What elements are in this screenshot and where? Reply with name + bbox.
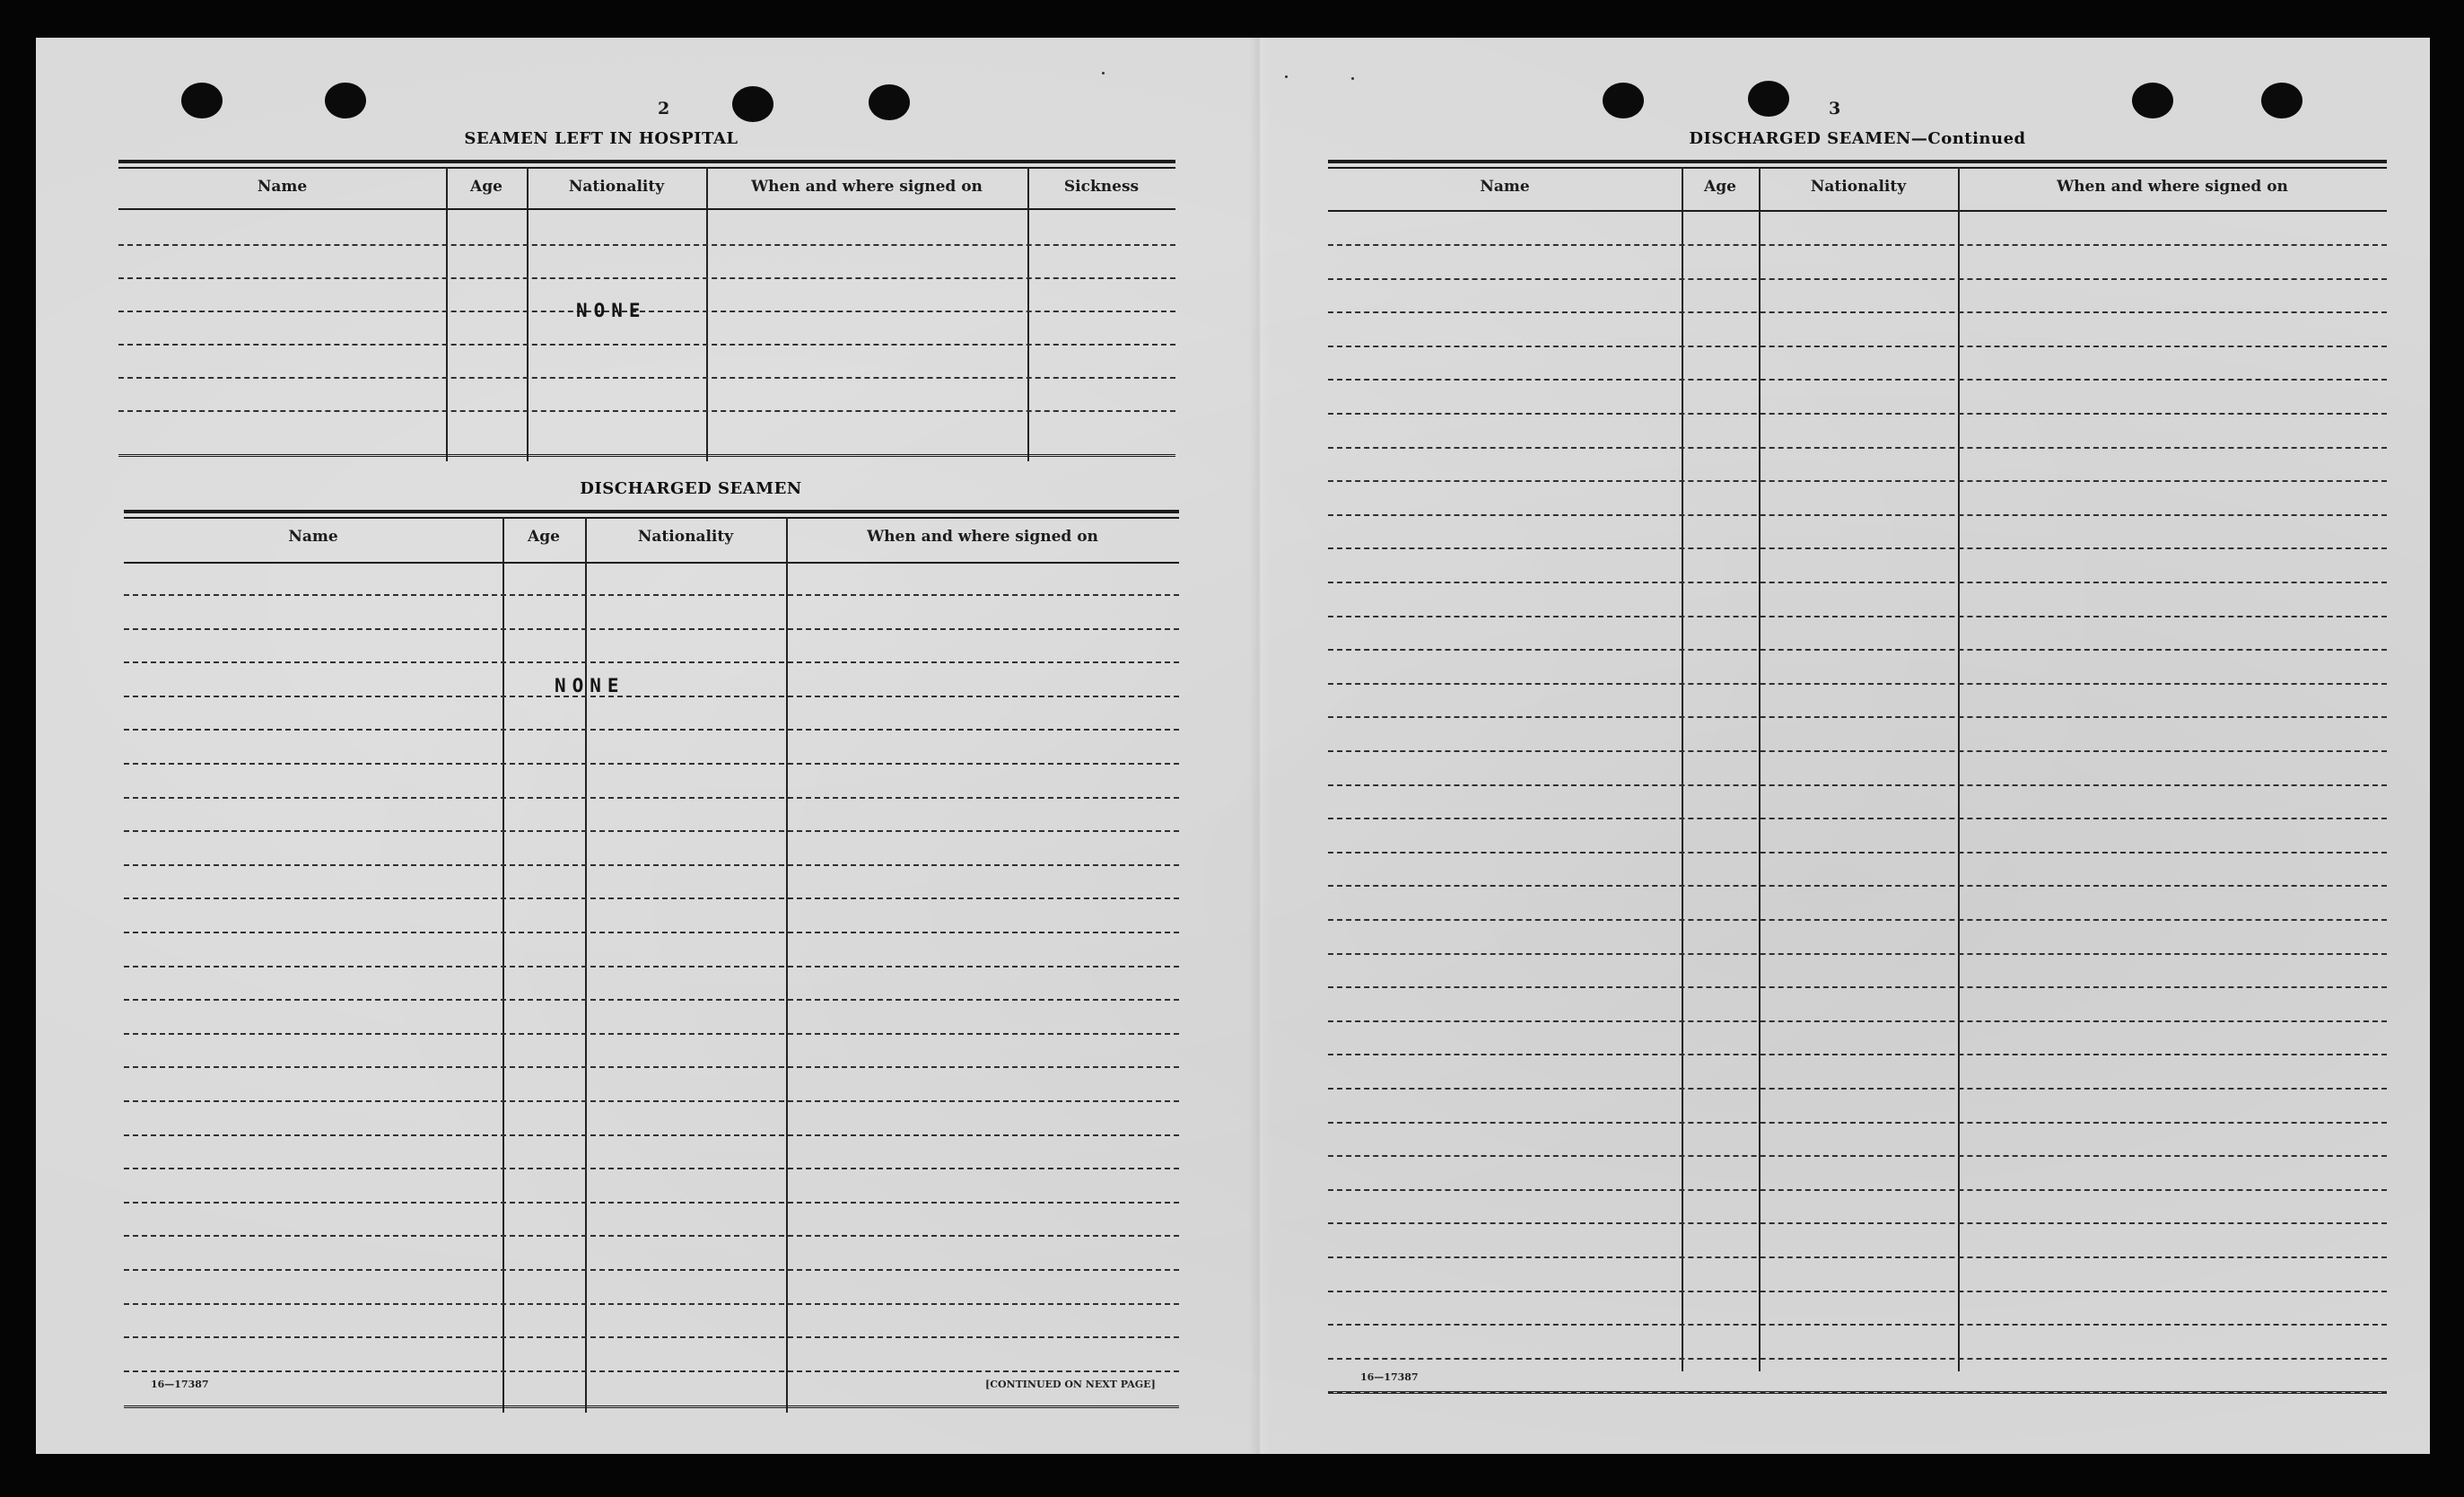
row-line xyxy=(124,897,1179,899)
paper-speck xyxy=(1285,75,1288,78)
row-line xyxy=(1328,278,2387,280)
row-line xyxy=(124,830,1179,832)
column-divider xyxy=(1027,167,1029,461)
row-line xyxy=(1328,616,2387,617)
row-line xyxy=(1328,885,2387,887)
discharged-section-title: DISCHARGED SEAMEN xyxy=(580,479,802,498)
page-number: 3 xyxy=(1829,99,1841,118)
row-line xyxy=(1328,1155,2387,1157)
col-header-signed-on: When and where signed on xyxy=(751,178,983,196)
col-header-nationality: Nationality xyxy=(637,528,734,546)
row-line xyxy=(1328,750,2387,752)
table-top-rule xyxy=(124,510,1179,513)
row-line xyxy=(124,1033,1179,1035)
table-top-rule xyxy=(118,167,1175,169)
row-line xyxy=(1328,1324,2387,1326)
table-bottom-rule xyxy=(118,454,1175,457)
row-line xyxy=(1328,447,2387,449)
form-number: 16—17387 xyxy=(1360,1371,1419,1383)
row-line xyxy=(1328,649,2387,651)
col-header-nationality: Nationality xyxy=(568,178,665,196)
punch-hole xyxy=(2261,83,2302,118)
col-header-name: Name xyxy=(288,528,338,546)
discharged-continued-title: DISCHARGED SEAMEN—Continued xyxy=(1689,129,2026,148)
col-header-nationality: Nationality xyxy=(1810,178,1907,196)
punch-hole xyxy=(1748,81,1789,117)
row-line xyxy=(124,1336,1179,1338)
row-line xyxy=(1328,784,2387,786)
row-line xyxy=(124,594,1179,596)
punch-hole xyxy=(1603,83,1644,118)
row-line xyxy=(1328,1222,2387,1224)
row-line xyxy=(118,377,1175,379)
row-line xyxy=(1328,1291,2387,1292)
row-line xyxy=(1328,547,2387,549)
hospital-section-title: SEAMEN LEFT IN HOSPITAL xyxy=(464,129,738,148)
row-line xyxy=(124,763,1179,765)
row-line xyxy=(1328,582,2387,583)
row-line xyxy=(1328,1256,2387,1258)
row-line xyxy=(1328,953,2387,955)
paper-speck xyxy=(1102,72,1105,74)
row-line xyxy=(124,864,1179,866)
col-header-age: Age xyxy=(528,528,560,546)
page-number: 2 xyxy=(658,99,670,118)
punch-hole xyxy=(325,83,366,118)
row-line xyxy=(1328,1054,2387,1055)
header-rule xyxy=(1328,210,2387,212)
column-divider xyxy=(446,167,448,461)
row-line xyxy=(124,661,1179,663)
row-line xyxy=(1328,1020,2387,1022)
table-bottom-rule xyxy=(124,1405,1179,1408)
row-line xyxy=(1328,379,2387,381)
row-line xyxy=(124,797,1179,799)
column-divider xyxy=(706,167,708,461)
discharged-continued-table xyxy=(1328,160,2387,1395)
row-line xyxy=(124,1202,1179,1204)
table-top-rule xyxy=(1328,160,2387,163)
row-line xyxy=(124,966,1179,967)
row-line xyxy=(1328,852,2387,854)
row-line xyxy=(1328,480,2387,482)
row-line xyxy=(1328,1189,2387,1191)
row-line xyxy=(124,729,1179,731)
row-line xyxy=(1328,1088,2387,1090)
row-line xyxy=(124,1100,1179,1102)
hospital-none-stamp: NONE xyxy=(576,300,647,321)
table-top-rule xyxy=(1328,167,2387,169)
row-line xyxy=(1328,311,2387,313)
row-line xyxy=(124,1134,1179,1136)
row-line xyxy=(118,244,1175,246)
row-line xyxy=(118,277,1175,279)
row-line xyxy=(124,932,1179,933)
row-line xyxy=(118,410,1175,412)
row-line xyxy=(1328,244,2387,246)
row-line xyxy=(124,999,1179,1001)
paper-speck xyxy=(1351,77,1354,80)
row-line xyxy=(118,311,1175,312)
row-line xyxy=(124,1303,1179,1305)
col-header-sickness: Sickness xyxy=(1063,178,1140,196)
row-line xyxy=(124,1370,1179,1372)
column-divider xyxy=(527,167,529,461)
header-rule xyxy=(124,562,1179,564)
row-line xyxy=(1328,818,2387,819)
col-header-age: Age xyxy=(470,178,502,196)
col-header-name: Name xyxy=(1480,178,1530,196)
punch-hole xyxy=(869,84,910,120)
row-line xyxy=(1328,986,2387,988)
discharged-none-stamp: NONE xyxy=(555,675,625,696)
punch-hole xyxy=(732,86,773,122)
row-line xyxy=(1328,1358,2387,1360)
row-line xyxy=(124,1235,1179,1237)
punch-hole xyxy=(181,83,223,118)
header-rule xyxy=(118,208,1175,210)
row-line xyxy=(124,1168,1179,1169)
row-line xyxy=(124,696,1179,697)
hospital-table xyxy=(118,160,1175,461)
row-line xyxy=(1328,683,2387,685)
col-header-name: Name xyxy=(257,178,308,196)
row-line xyxy=(1328,919,2387,921)
row-line xyxy=(124,1066,1179,1068)
row-line xyxy=(124,1269,1179,1271)
row-line xyxy=(1328,514,2387,516)
row-line xyxy=(1328,346,2387,347)
table-top-rule xyxy=(124,517,1179,519)
col-header-age: Age xyxy=(1704,178,1736,196)
row-line xyxy=(118,344,1175,346)
row-line xyxy=(1328,1122,2387,1124)
row-line xyxy=(1328,413,2387,415)
continued-note: [CONTINUED ON NEXT PAGE] xyxy=(985,1379,1156,1390)
page-fold xyxy=(1249,38,1271,1454)
document-sheet xyxy=(36,38,2430,1454)
col-header-signed-on: When and where signed on xyxy=(2057,178,2288,196)
form-number: 16—17387 xyxy=(151,1379,209,1390)
punch-hole xyxy=(2132,83,2173,118)
row-line xyxy=(124,628,1179,630)
table-top-rule xyxy=(118,160,1175,163)
row-line xyxy=(1328,716,2387,718)
discharged-table xyxy=(124,510,1179,1413)
col-header-signed-on: When and where signed on xyxy=(867,528,1098,546)
row-line xyxy=(1328,1391,2387,1393)
